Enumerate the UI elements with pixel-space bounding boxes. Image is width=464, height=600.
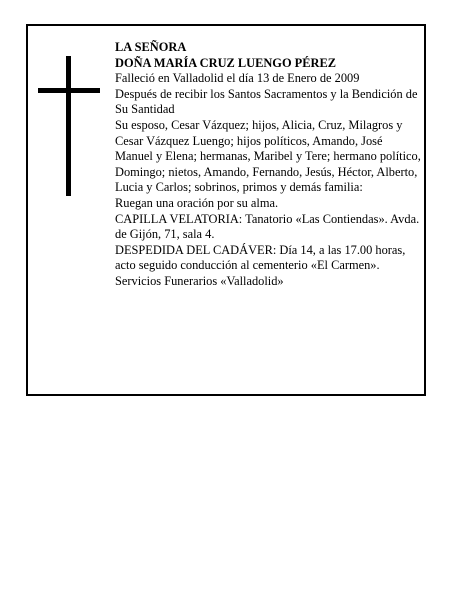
notice-text xyxy=(115,40,421,290)
cross-vertical-bar xyxy=(66,56,71,196)
death-announcement: Falleció en Valladolid el día 13 de Enero de 2009 xyxy=(115,71,360,86)
deceased-name: DOÑA MARÍA CRUZ LUENGO PÉREZ xyxy=(115,55,336,70)
family-list: Su esposo, Cesar Vázquez; hijos, Alicia, Cruz, Milagros y Cesar Vázquez Luengo; hijos políticos, Amando, José Manuel y Elena; hermanas, Maribel y Tere; hermano político, Domingo; nietos, Amando, Fernando, Jesús, Héctor, Alberto, Lucia y Carlos; sobrinos, primos y demás familia: xyxy=(115,117,421,195)
notice-title: LA SEÑORA xyxy=(115,40,187,54)
cross-horizontal-bar xyxy=(38,88,100,93)
prayer-request: Ruegan una oración por su alma. xyxy=(115,195,279,210)
obituary-notice xyxy=(26,24,426,396)
funeral-services: Servicios Funerarios «Valladolid» xyxy=(115,273,284,288)
farewell-info: DESPEDIDA DEL CADÁVER: Día 14, a las 17.00 horas, acto seguido conducción al cementerio «El Carmen». xyxy=(115,242,406,273)
chapel-info: CAPILLA VELATORIA: Tanatorio «Las Contiendas». Avda. de Gijón, 71, sala 4. xyxy=(115,211,420,242)
sacraments-line: Después de recibir los Santos Sacramentos y la Bendición de Su Santidad xyxy=(115,86,418,117)
cross-icon xyxy=(38,56,100,196)
